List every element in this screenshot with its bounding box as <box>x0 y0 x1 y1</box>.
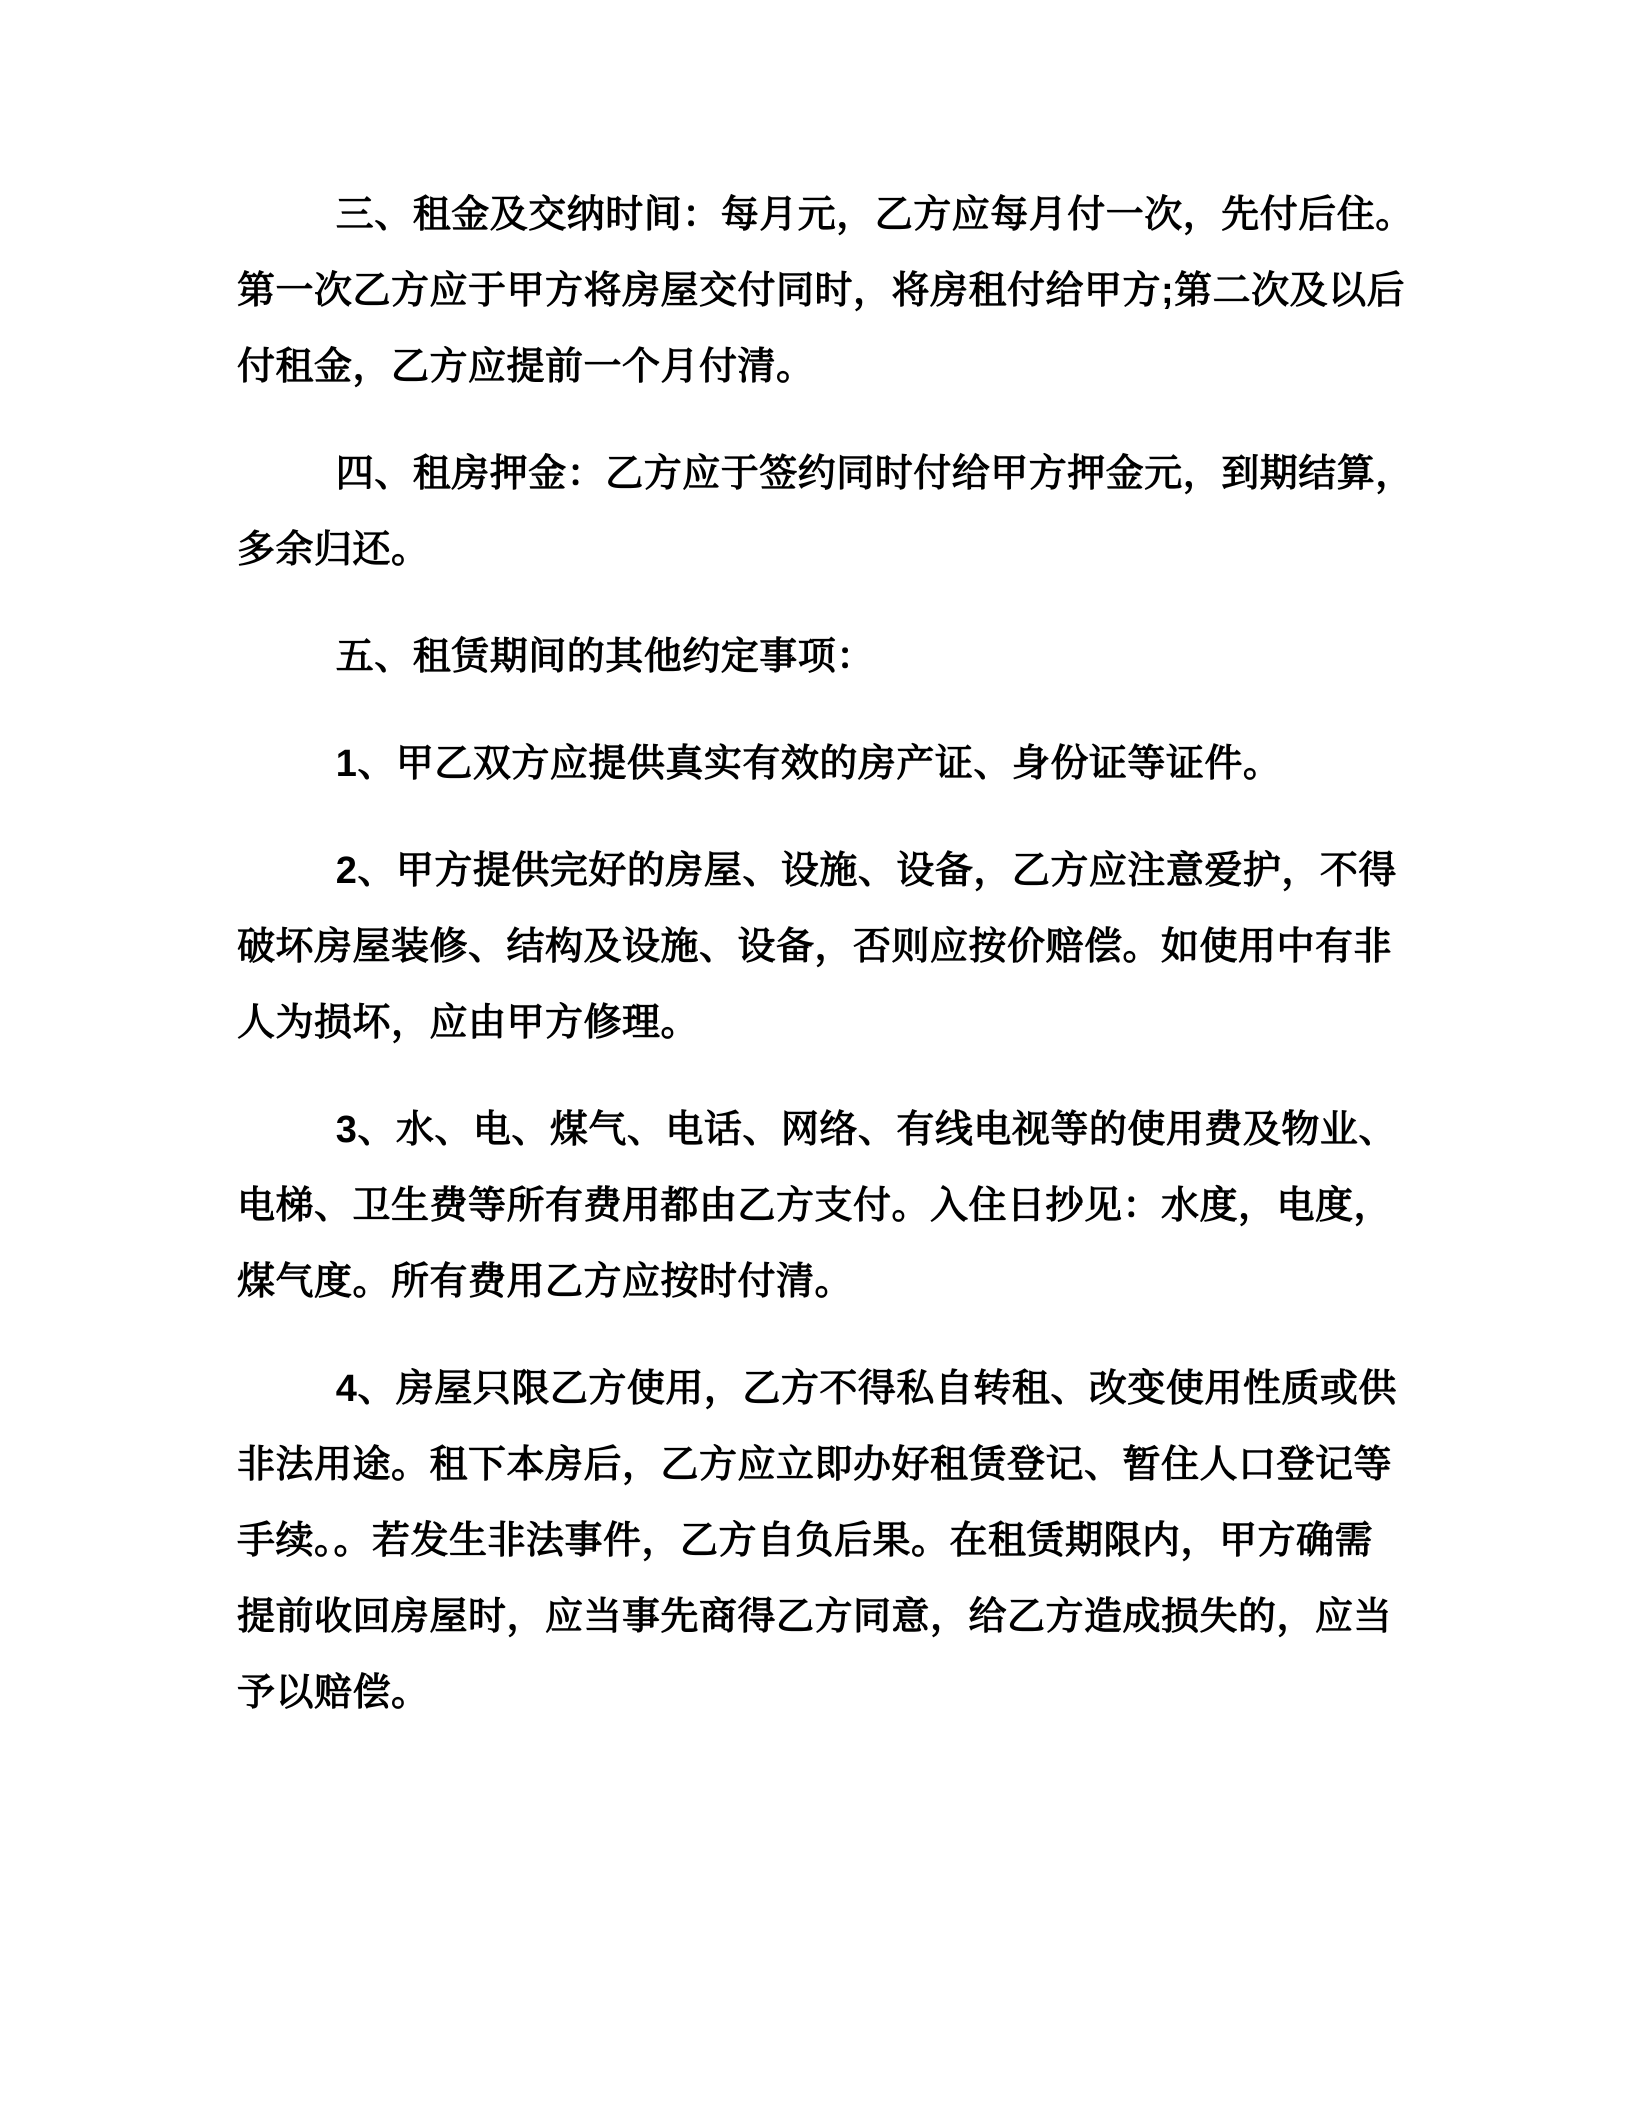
text-line: 1、甲乙双方应提供真实有效的房产证、身份证等证件。 <box>335 743 1282 785</box>
text-line: 电梯、卫生费等所有费用都由乙方支付。入住日抄见：水度，电度， <box>237 1185 1393 1227</box>
text-line: 五、租赁期间的其他约定事项： <box>335 636 875 678</box>
term-1-paragraph <box>237 726 1472 802</box>
text-line: 煤气度。所有费用乙方应按时付清。 <box>237 1261 854 1303</box>
text-line: 3、水、电、煤气、电话、网络、有线电视等的使用费及物业、 <box>335 1109 1397 1151</box>
clause-rent-paragraph <box>237 177 1472 405</box>
text-line: 破坏房屋装修、结构及设施、设备，否则应按价赔偿。如使用中有非 <box>237 926 1393 968</box>
text-line: 人为损坏，应由甲方修理。 <box>237 1002 700 1044</box>
text-line: 多余归还。 <box>237 529 430 571</box>
text-line: 提前收回房屋时，应当事先商得乙方同意，给乙方造成损失的，应当 <box>237 1596 1393 1638</box>
text-line: 4、房屋只限乙方使用，乙方不得私自转租、改变使用性质或供 <box>335 1368 1397 1410</box>
term-4-paragraph <box>237 1351 1472 1731</box>
term-3-paragraph <box>237 1092 1472 1320</box>
text-line: 予以赔偿。 <box>237 1672 430 1714</box>
text-line: 付租金，乙方应提前一个月付清。 <box>237 346 815 388</box>
term-2-paragraph <box>237 833 1472 1061</box>
clause-deposit-paragraph <box>237 436 1472 588</box>
clause-other-terms-heading <box>237 619 1472 695</box>
text-line: 手续。。若发生非法事件，乙方自负后果。在租赁期限内，甲方确需 <box>237 1520 1374 1562</box>
text-line: 四、租房押金：乙方应于签约同时付给甲方押金元，到期结算， <box>335 453 1414 495</box>
text-line: 三、租金及交纳时间：每月元，乙方应每月付一次，先付后住。 <box>335 194 1414 236</box>
text-line: 第一次乙方应于甲方将房屋交付同时，将房租付给甲方;第二次及以后 <box>237 270 1406 312</box>
text-line: 非法用途。租下本房后，乙方应立即办好租赁登记、暂住人口登记等 <box>237 1444 1393 1486</box>
text-line: 2、甲方提供完好的房屋、设施、设备，乙方应注意爱护，不得 <box>335 850 1397 892</box>
